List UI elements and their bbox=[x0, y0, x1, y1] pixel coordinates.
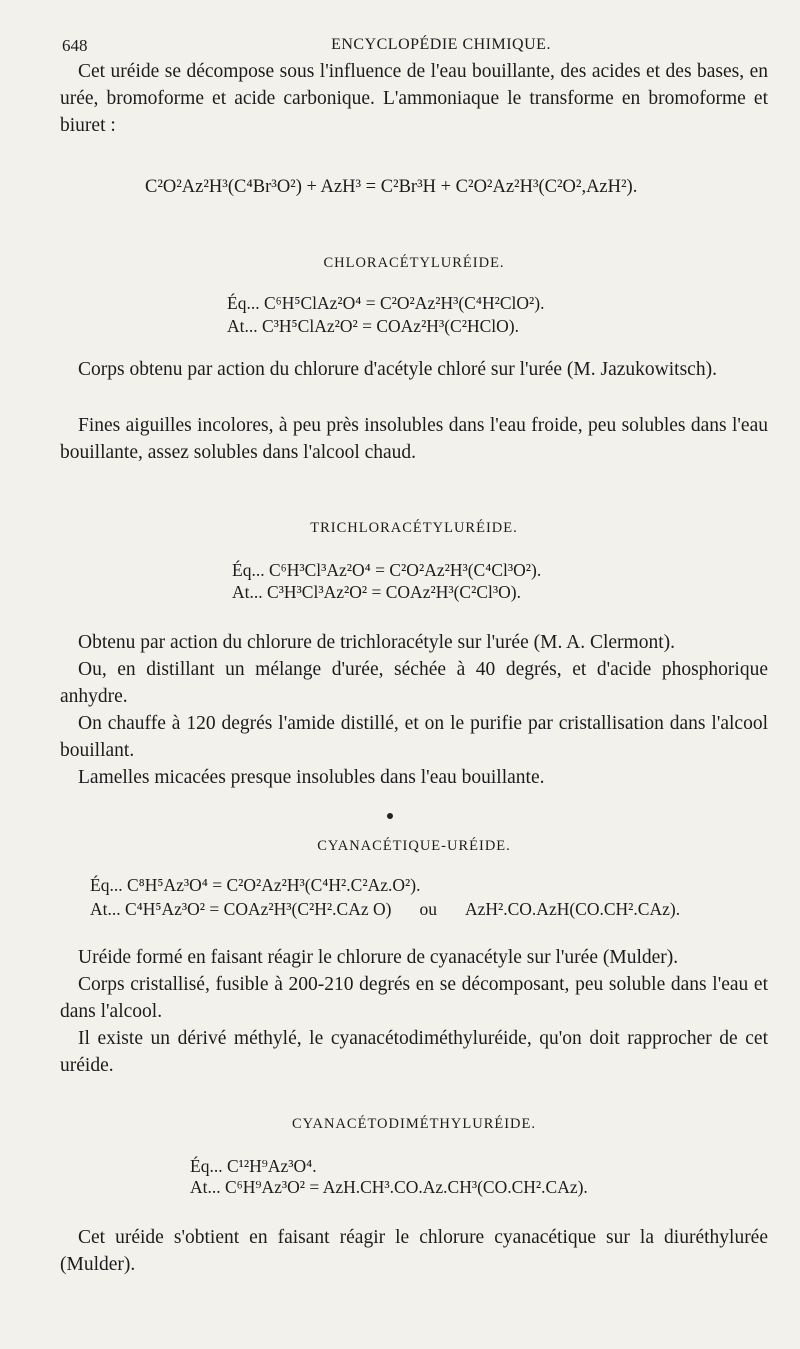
chloracetyl-paragraph-2: Fines aiguilles incolores, à peu près insolubles dans l'eau froide, peu solubles dans l'eau bouillante, assez solubles dans l'alcool chaud. bbox=[60, 415, 768, 463]
formula-eq-cyanacetodimethyl: Éq... C¹²H⁹Az³O⁴. bbox=[190, 1156, 317, 1176]
formula-at-cyanacetique-alt: AzH².CO.AzH(CO.CH².CAz). bbox=[464, 899, 681, 919]
formula-eq-chloracetyl: Éq... C⁶H⁵ClAz²O⁴ = C²O²Az²H³(C⁴H²ClO²). bbox=[227, 293, 545, 313]
chloracetyl-paragraph-1: Corps obtenu par action du chlorure d'acétyle chloré sur l'urée (M. Jazukowitsch). bbox=[78, 359, 717, 380]
formula-at-cyanacetodimethyl: At... C⁶H⁹Az³O² = AzH.CH³.CO.Az.CH³(CO.CH².CAz). bbox=[190, 1177, 588, 1197]
formula-eq-cyanacetique: Éq... C⁸H⁵Az³O⁴ = C²O²Az²H³(C⁴H².C²Az.O²). bbox=[90, 875, 421, 895]
section-title-chloracetyl: CHLORACÉTYLURÉIDE. bbox=[323, 255, 505, 271]
formula-or: ou bbox=[419, 899, 437, 919]
section-title-trichloracetyl: TRICHLORACÉTYLURÉIDE. bbox=[310, 520, 518, 536]
formula-eq-trichloracetyl: Éq... C⁶H³Cl³Az²O⁴ = C²O²Az²H³(C⁴Cl³O²). bbox=[232, 560, 542, 580]
cyanacetique-paragraph-1: Uréide formé en faisant réagir le chlorure de cyanacétyle sur l'urée (Mulder). bbox=[78, 947, 679, 968]
section-title-cyanacetodimethyl: CYANACÉTODIMÉTHYLURÉIDE. bbox=[291, 1116, 537, 1132]
formula-at-cyanacetique-main: At... C⁴H⁵Az³O² = COAz²H³(C²H².CAz O) bbox=[90, 899, 392, 919]
intro-equation: C²O²Az²H³(C⁴Br³O²) + AzH³ = C²Br³H + C²O²Az²H³(C²O²,AzH²). bbox=[145, 177, 638, 197]
intro-paragraph: Cet uréide se décompose sous l'influence de l'eau bouillante, des acides et des bases, en urée, bromoforme et acide carbonique. L'ammoniaque le transforme en bromoforme et biuret : bbox=[60, 61, 768, 136]
trichloracetyl-paragraph-1: Obtenu par action du chlorure de trichloracétyle sur l'urée (M. A. Clermont). bbox=[78, 632, 675, 653]
cyanacetique-paragraph-3: Il existe un dérivé méthylé, le cyanacétodiméthyluréide, qu'on doit rapprocher de cet uréide. bbox=[60, 1028, 768, 1076]
page-header bbox=[62, 36, 760, 60]
trichloracetyl-paragraph-4: Lamelles micacées presque insolubles dans l'eau bouillante. bbox=[78, 767, 545, 788]
trichloracetyl-paragraph-2: Ou, en distillant un mélange d'urée, séchée à 40 degrés, et d'acide phosphorique anhydre. bbox=[60, 659, 768, 707]
formula-at-cyanacetique bbox=[90, 899, 680, 920]
cyanacetique-paragraph-2: Corps cristallisé, fusible à 200-210 degrés en se décomposant, peu soluble dans l'eau et dans l'alcool. bbox=[60, 974, 768, 1022]
printer-dot bbox=[387, 813, 393, 819]
section-title-cyanacetique: CYANACÉTIQUE-URÉIDE. bbox=[317, 838, 511, 854]
formula-at-chloracetyl: At... C³H⁵ClAz²O² = COAz²H³(C²HClO). bbox=[227, 316, 519, 336]
page-number: 648 bbox=[62, 36, 88, 55]
cyanacetodimethyl-paragraph-1: Cet uréide s'obtient en faisant réagir le chlorure cyanacétique sur la diuréthylurée (Mulder). bbox=[60, 1227, 768, 1275]
formula-at-trichloracetyl: At... C³H³Cl³Az²O² = COAz²H³(C²Cl³O). bbox=[232, 582, 521, 602]
running-title: ENCYCLOPÉDIE CHIMIQUE. bbox=[331, 36, 551, 53]
trichloracetyl-paragraph-3: On chauffe à 120 degrés l'amide distillé, et on le purifie par cristallisation dans l'alcool bouillant. bbox=[60, 713, 768, 761]
